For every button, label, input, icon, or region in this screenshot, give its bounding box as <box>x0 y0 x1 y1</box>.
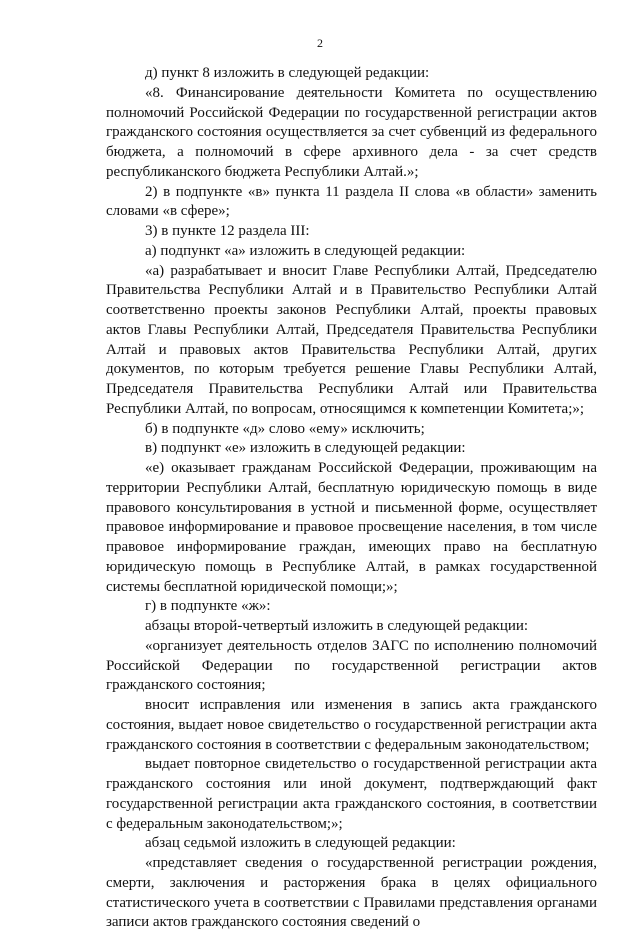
document-body <box>106 64 597 933</box>
paragraph: абзацы второй-четвертый изложить в следующей редакции: <box>145 618 529 634</box>
paragraph: 2) в подпункте «в» пункта 11 раздела II слова «в области» заменить словами «в сфере»; <box>106 183 597 220</box>
paragraph: 3) в пункте 12 раздела III: <box>145 223 310 239</box>
paragraph: «представляет сведения о государственной регистрации рождения, смерти, заключения и расторжения брака в целях официального статистического учета в соответствии с Правилами представления органами записи актов гражданского состояния сведений о <box>106 855 597 931</box>
paragraph: абзац седьмой изложить в следующей редакции: <box>145 835 456 852</box>
page-number: 2 <box>317 36 323 50</box>
paragraph: б) в подпункте «д» слово «ему» исключить; <box>145 420 425 437</box>
paragraph: «организует деятельность отделов ЗАГС по исполнению полномочий Российской Федерации по государственной регистрации актов гражданского состояния; <box>106 637 597 694</box>
paragraph: д) пункт 8 изложить в следующей редакции: <box>145 65 430 81</box>
paragraph: в) подпункт «е» изложить в следующей редакции: <box>145 440 466 457</box>
paragraph: а) подпункт «а» изложить в следующей редакции: <box>145 242 466 259</box>
paragraph: вносит исправления или изменения в запись акта гражданского состояния, выдает новое свидетельство о государственной регистрации акта гражданского состояния в соответствии с федеральным законодательством; <box>106 697 597 753</box>
paragraph: «а) разрабатывает и вносит Главе Республики Алтай, Председателю Правительства Республики Алтай и в Правительство Республики Алтай соответственно проекты законов Республики Алтай, проекты правовых актов Главы Республики Алтай, Председателя Правительства Республики Алтай и правовых актов Правительства Республики Алтай, других документов, по которым требуется решение Главы Республики Алтай, Председателя Правительства Республики Алтай или Правительства Республики Алтай, по вопросам, относящимся к компетенции Комитета;»; <box>106 262 597 417</box>
paragraph: «8. Финансирование деятельности Комитета по осуществлению полномочий Российской Федерации по государственной регистрации актов гражданского состояния осуществляется за счет субвенций из федерального бюджета, а полномочий в сфере архивного дела - за счет средств республиканского бюджета Республики Алтай.»; <box>106 84 597 180</box>
paragraph: «е) оказывает гражданам Российской Федерации, проживающим на территории Республики Алтай, бесплатную юридическую помощь в виде правового консультирования в устной и письменной форме, осуществляет правовое информирование и правовое просвещение населения, в том числе правовое информирование граждан, имеющих право на бесплатную юридическую помощь в Республике Алтай, в рамках государственной системы бесплатной юридической помощи;»; <box>106 460 597 595</box>
paragraph: выдает повторное свидетельство о государственной регистрации акта гражданского состояния или иной документ, подтверждающий факт государственной регистрации акта гражданского состояния, в соответствии с федеральным законодательством;»; <box>106 756 597 832</box>
paragraph: г) в подпункте «ж»: <box>145 598 271 615</box>
